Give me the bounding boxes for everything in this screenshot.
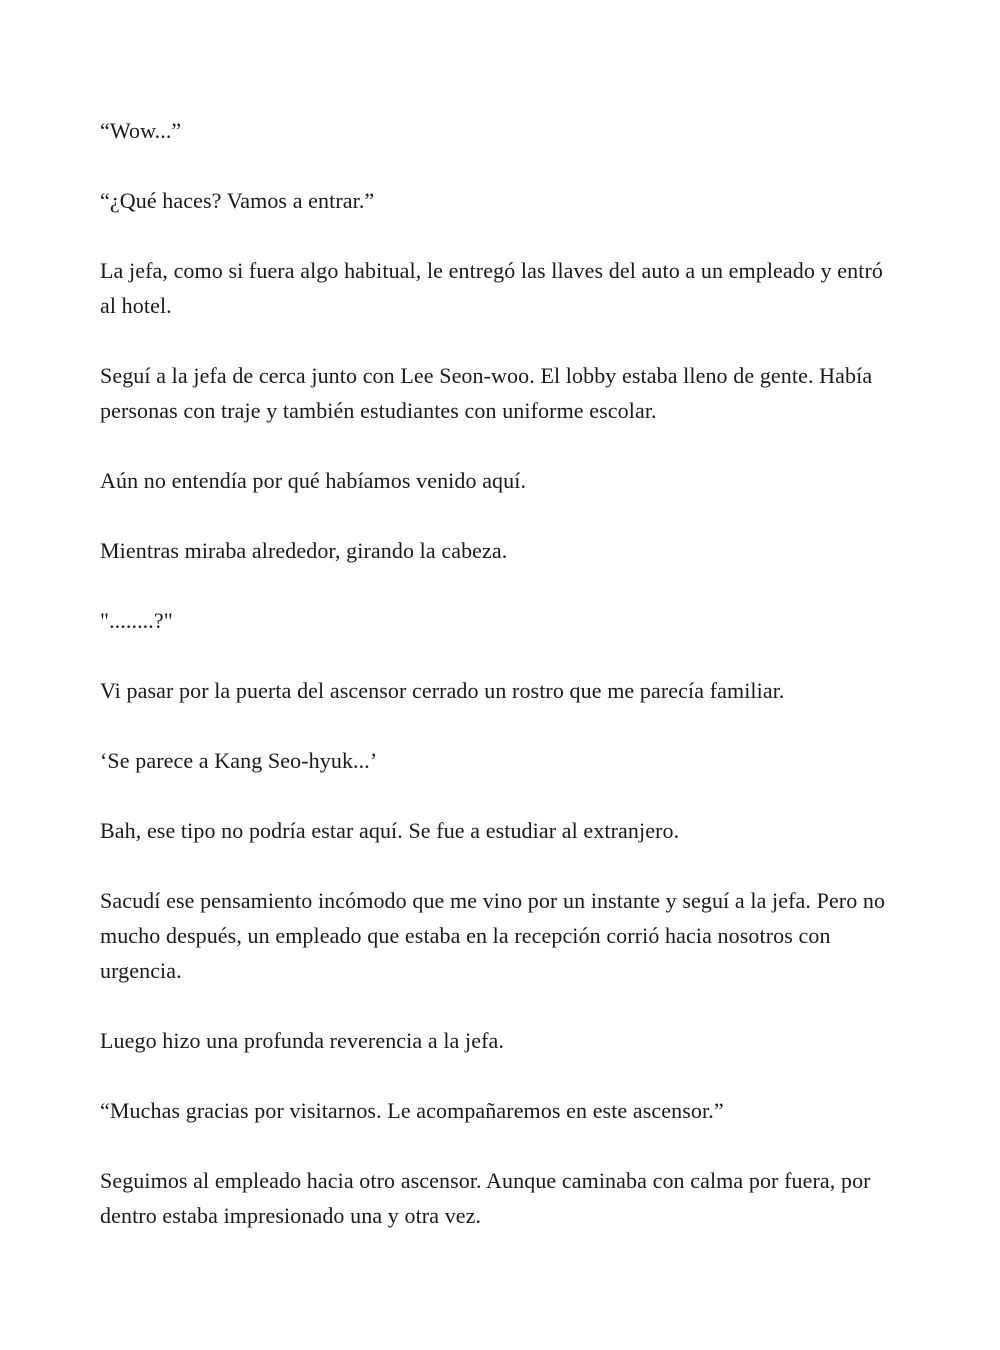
- paragraph: Aún no entendía por qué habíamos venido aquí.: [100, 468, 527, 493]
- paragraph: Seguí a la jefa de cerca junto con Lee Seon-woo. El lobby estaba lleno de gente. Había personas con traje y también estudiantes con uniforme escolar.: [100, 363, 873, 423]
- paragraph: Bah, ese tipo no podría estar aquí. Se fue a estudiar al extranjero.: [100, 818, 680, 843]
- paragraph-dialogue: “¿Qué haces? Vamos a entrar.”: [100, 188, 375, 213]
- paragraph-dialogue: "........?": [100, 608, 173, 633]
- paragraph: Seguimos al empleado hacia otro ascensor. Aunque caminaba con calma por fuera, por dentro estaba impresionado una y otra vez.: [100, 1168, 871, 1228]
- paragraph: Luego hizo una profunda reverencia a la jefa.: [100, 1028, 504, 1053]
- paragraph: Mientras miraba alrededor, girando la cabeza.: [100, 538, 508, 563]
- paragraph: Vi pasar por la puerta del ascensor cerrado un rostro que me parecía familiar.: [100, 678, 785, 703]
- paragraph-dialogue: “Muchas gracias por visitarnos. Le acompañaremos en este ascensor.”: [100, 1098, 724, 1123]
- paragraph: La jefa, como si fuera algo habitual, le entregó las llaves del auto a un empleado y entró al hotel.: [100, 258, 883, 318]
- paragraph-thought: ‘Se parece a Kang Seo-hyuk...’: [100, 748, 378, 773]
- document-page: [100, 113, 900, 1268]
- paragraph: Sacudí ese pensamiento incómodo que me vino por un instante y seguí a la jefa. Pero no mucho después, un empleado que estaba en la recepción corrió hacia nosotros con urgencia.: [100, 888, 886, 983]
- paragraph-dialogue: “Wow...”: [100, 118, 182, 143]
